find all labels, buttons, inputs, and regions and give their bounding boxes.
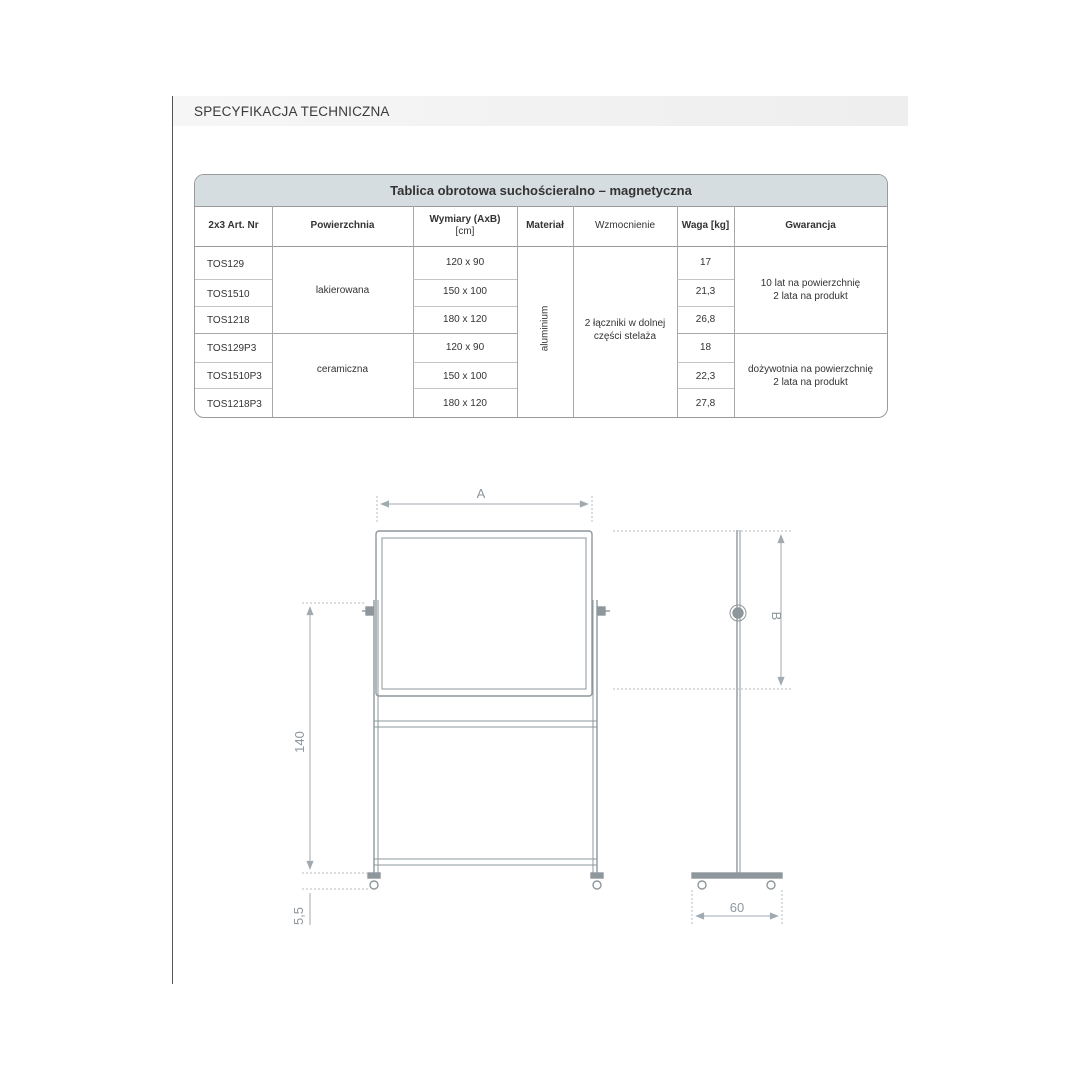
table-cell-dims: 120 x 90 xyxy=(445,341,485,353)
section-title: SPECYFIKACJA TECHNICZNA xyxy=(194,104,390,119)
table-cell-dims: 120 x 90 xyxy=(445,256,485,268)
side-wheel-left xyxy=(698,881,706,889)
dim-60-label: 60 xyxy=(729,900,745,915)
right-foot xyxy=(591,873,603,878)
table-cell-weight: 26,8 xyxy=(695,313,716,325)
dim-b-label: B xyxy=(769,611,784,621)
table-cell-weight: 21,3 xyxy=(695,285,716,297)
table-cell-dims: 180 x 120 xyxy=(443,397,487,409)
dim-a-label: A xyxy=(476,486,486,501)
reinforcement-line2: części stelaża xyxy=(593,331,657,342)
col-header-material: Materiał xyxy=(526,220,564,231)
board-frame xyxy=(376,531,592,696)
dim-140-label: 140 xyxy=(292,731,307,753)
table-cell-dims: 150 x 100 xyxy=(443,370,487,382)
col-header-surface: Powierzchnia xyxy=(310,220,375,231)
warranty-line2: 2 lata na produkt xyxy=(773,377,848,388)
table-title: Tablica obrotowa suchościeralno – magnetyczna xyxy=(390,183,692,198)
front-view xyxy=(362,531,610,889)
col-header-dims-line1: Wymiary (AxB) xyxy=(429,214,501,225)
table-cell-dims: 150 x 100 xyxy=(443,285,487,297)
middle-crossbar xyxy=(374,721,597,727)
table-cell-dims: 180 x 120 xyxy=(443,313,487,325)
side-wheel-right xyxy=(767,881,775,889)
bottom-crossbar xyxy=(374,859,597,865)
warranty-line1: dożywotnia na powierzchnię xyxy=(747,364,874,375)
dimension-140 xyxy=(302,603,368,873)
table-cell-art: TOS129P3 xyxy=(207,342,257,354)
left-foot xyxy=(368,873,380,878)
right-wheel xyxy=(593,881,601,889)
col-header-art: 2x3 Art. Nr xyxy=(208,220,259,231)
col-header-warranty: Gwarancja xyxy=(785,220,836,231)
table-cell-art: TOS1218P3 xyxy=(207,398,262,410)
dimension-b xyxy=(613,531,792,689)
table-cell-weight: 27,8 xyxy=(695,397,716,409)
col-header-reinforcement: Wzmocnienie xyxy=(594,220,656,231)
side-view xyxy=(692,530,782,889)
table-cell-surface: lakierowana xyxy=(315,284,370,296)
table-cell-weight: 18 xyxy=(699,341,712,353)
reinforcement-line1: 2 łączniki w dolnej xyxy=(584,318,666,329)
col-header-weight: Waga [kg] xyxy=(681,220,730,231)
side-pivot xyxy=(733,608,743,618)
left-pivot-knob xyxy=(366,607,373,615)
warranty-line2: 2 lata na produkt xyxy=(773,291,848,302)
table-cell-surface: ceramiczna xyxy=(316,363,369,375)
table-cell-weight: 17 xyxy=(699,256,712,268)
warranty-line1: 10 lat na powierzchnię xyxy=(760,278,861,289)
table-cell-weight: 22,3 xyxy=(695,370,716,382)
table-cell-material: aluminium xyxy=(539,305,551,352)
col-header-dims-line2: [cm] xyxy=(455,226,475,237)
table-cell-art: TOS1510P3 xyxy=(207,370,262,382)
table-cell-art: TOS1218 xyxy=(207,314,250,326)
table-cell-art: TOS129 xyxy=(207,258,245,270)
board-surface xyxy=(382,538,586,689)
left-wheel xyxy=(370,881,378,889)
right-pivot-knob xyxy=(598,607,605,615)
side-base xyxy=(692,873,782,878)
table-cell-art: TOS1510 xyxy=(207,288,250,300)
dim-5-5-label: 5,5 xyxy=(291,906,306,926)
